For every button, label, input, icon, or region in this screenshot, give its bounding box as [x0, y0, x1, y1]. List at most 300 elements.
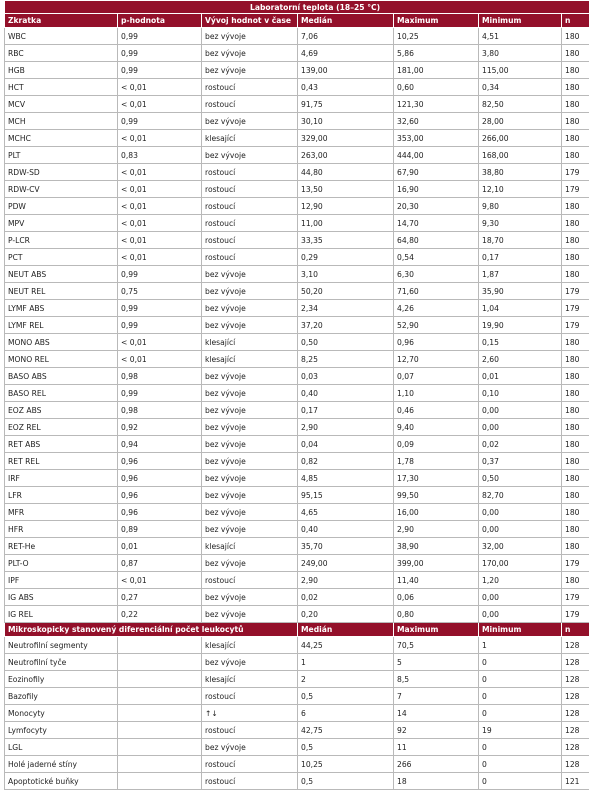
- table-cell: 18: [394, 773, 479, 790]
- table-cell: < 0,01: [118, 96, 202, 113]
- table-cell: rostoucí: [202, 773, 298, 790]
- table-cell: 0,00: [479, 402, 562, 419]
- table-row: [5, 28, 589, 45]
- table-row: [5, 637, 589, 654]
- table-cell: 14: [394, 705, 479, 722]
- table-cell: [118, 739, 202, 756]
- table-cell: 82,50: [479, 96, 562, 113]
- table-cell: HGB: [5, 62, 118, 79]
- table-cell: 0,50: [298, 334, 394, 351]
- table-cell: 50,20: [298, 283, 394, 300]
- table-cell: HCT: [5, 79, 118, 96]
- table-cell: 0,99: [118, 266, 202, 283]
- table-cell: 0,29: [298, 249, 394, 266]
- table-cell: 139,00: [298, 62, 394, 79]
- table-cell: 0,87: [118, 555, 202, 572]
- table-cell: 0,01: [118, 538, 202, 555]
- table-cell: 12,70: [394, 351, 479, 368]
- table-cell: 128: [562, 756, 589, 773]
- table-cell: Lymfocyty: [5, 722, 118, 739]
- table-cell: 91,75: [298, 96, 394, 113]
- column-header: n: [562, 623, 589, 637]
- table-cell: 4,85: [298, 470, 394, 487]
- table-row: [5, 419, 589, 436]
- table-cell: 8,25: [298, 351, 394, 368]
- table-row: [5, 215, 589, 232]
- table-row: [5, 300, 589, 317]
- table-cell: IRF: [5, 470, 118, 487]
- table-row: [5, 266, 589, 283]
- table-row: [5, 385, 589, 402]
- table-cell: 4,51: [479, 28, 562, 45]
- table-cell: 37,20: [298, 317, 394, 334]
- table-cell: PLT-O: [5, 555, 118, 572]
- table-cell: 180: [562, 79, 589, 96]
- table-cell: bez vývoje: [202, 283, 298, 300]
- table-cell: bez vývoje: [202, 606, 298, 623]
- table-cell: 0,02: [298, 589, 394, 606]
- table-cell: NEUT REL: [5, 283, 118, 300]
- table-cell: 1,20: [479, 572, 562, 589]
- table-cell: klesající: [202, 334, 298, 351]
- table-row: [5, 164, 589, 181]
- table-cell: 0,20: [298, 606, 394, 623]
- table-cell: 179: [562, 589, 589, 606]
- table-cell: 0,98: [118, 368, 202, 385]
- table-row: [5, 654, 589, 671]
- table-cell: 180: [562, 45, 589, 62]
- table-cell: 0: [479, 739, 562, 756]
- table-cell: 14,70: [394, 215, 479, 232]
- table-row: [5, 334, 589, 351]
- table-cell: RET REL: [5, 453, 118, 470]
- table-cell: 12,10: [479, 181, 562, 198]
- table-row: [5, 368, 589, 385]
- table-cell: rostoucí: [202, 232, 298, 249]
- table-cell: bez vývoje: [202, 147, 298, 164]
- table-cell: rostoucí: [202, 181, 298, 198]
- table-cell: 0,27: [118, 589, 202, 606]
- table-cell: 0,99: [118, 28, 202, 45]
- table-cell: bez vývoje: [202, 419, 298, 436]
- table-cell: bez vývoje: [202, 368, 298, 385]
- table-cell: 0,46: [394, 402, 479, 419]
- table-cell: 0,22: [118, 606, 202, 623]
- table-cell: 3,10: [298, 266, 394, 283]
- table-cell: 33,35: [298, 232, 394, 249]
- table-cell: IG REL: [5, 606, 118, 623]
- table-cell: MONO REL: [5, 351, 118, 368]
- table-cell: 0,99: [118, 300, 202, 317]
- table-cell: 179: [562, 300, 589, 317]
- table-cell: 180: [562, 232, 589, 249]
- table-cell: 0,03: [298, 368, 394, 385]
- table-cell: PCT: [5, 249, 118, 266]
- table-cell: WBC: [5, 28, 118, 45]
- table-cell: 399,00: [394, 555, 479, 572]
- table-cell: 42,75: [298, 722, 394, 739]
- table-cell: bez vývoje: [202, 555, 298, 572]
- table-cell: NEUT ABS: [5, 266, 118, 283]
- table-cell: 10,25: [394, 28, 479, 45]
- table-cell: 180: [562, 453, 589, 470]
- table-cell: 9,30: [479, 215, 562, 232]
- table-cell: 179: [562, 555, 589, 572]
- column-header: Minimum: [479, 14, 562, 28]
- table-title: Laboratorní teplota (18–25 °C): [5, 1, 589, 14]
- table-cell: [118, 705, 202, 722]
- table-cell: 32,60: [394, 113, 479, 130]
- table-row: [5, 555, 589, 572]
- table-cell: BASO REL: [5, 385, 118, 402]
- table-cell: 1,10: [394, 385, 479, 402]
- table-cell: 115,00: [479, 62, 562, 79]
- table-cell: 16,90: [394, 181, 479, 198]
- table-cell: bez vývoje: [202, 453, 298, 470]
- column-header: Medián: [298, 14, 394, 28]
- table-cell: < 0,01: [118, 215, 202, 232]
- table-row: [5, 773, 589, 790]
- table-cell: 121,30: [394, 96, 479, 113]
- table-cell: RBC: [5, 45, 118, 62]
- table-cell: 170,00: [479, 555, 562, 572]
- table-cell: klesající: [202, 130, 298, 147]
- table-cell: 0,99: [118, 45, 202, 62]
- table-cell: 12,90: [298, 198, 394, 215]
- table-cell: 6: [298, 705, 394, 722]
- table-cell: RDW-CV: [5, 181, 118, 198]
- table-cell: 180: [562, 96, 589, 113]
- table-cell: 70,5: [394, 637, 479, 654]
- table-cell: 180: [562, 198, 589, 215]
- table-cell: 0,15: [479, 334, 562, 351]
- table-row: [5, 317, 589, 334]
- table-cell: 180: [562, 436, 589, 453]
- table-cell: 128: [562, 688, 589, 705]
- table-cell: < 0,01: [118, 249, 202, 266]
- table-cell: rostoucí: [202, 722, 298, 739]
- table-cell: < 0,01: [118, 232, 202, 249]
- table-cell: 180: [562, 419, 589, 436]
- column-header: Maximum: [394, 623, 479, 637]
- table-cell: Eozinofily: [5, 671, 118, 688]
- table-cell: 179: [562, 317, 589, 334]
- table-cell: 35,70: [298, 538, 394, 555]
- table-cell: Neutrofilní tyče: [5, 654, 118, 671]
- table-cell: 0,96: [118, 470, 202, 487]
- table-cell: 0,37: [479, 453, 562, 470]
- table-row: [5, 232, 589, 249]
- table-cell: 180: [562, 368, 589, 385]
- table-cell: LYMF REL: [5, 317, 118, 334]
- table-cell: 11,00: [298, 215, 394, 232]
- table-cell: 3,80: [479, 45, 562, 62]
- column-header: Vývoj hodnot v čase: [202, 14, 298, 28]
- table-cell: 0,98: [118, 402, 202, 419]
- column-header: Minimum: [479, 623, 562, 637]
- section-header: Mikroskopicky stanovený diferenciální počet leukocytů: [5, 623, 298, 637]
- table-row: [5, 249, 589, 266]
- table-cell: 7,06: [298, 28, 394, 45]
- table-cell: rostoucí: [202, 688, 298, 705]
- table-row: [5, 198, 589, 215]
- table-cell: 249,00: [298, 555, 394, 572]
- table-cell: BASO ABS: [5, 368, 118, 385]
- table-cell: 0,50: [479, 470, 562, 487]
- table-cell: LFR: [5, 487, 118, 504]
- table-cell: LGL: [5, 739, 118, 756]
- table-cell: bez vývoje: [202, 62, 298, 79]
- table-cell: 0,06: [394, 589, 479, 606]
- table-cell: 0,17: [479, 249, 562, 266]
- table-cell: 0,09: [394, 436, 479, 453]
- table-row: [5, 96, 589, 113]
- table-cell: 2,60: [479, 351, 562, 368]
- table-cell: 0: [479, 688, 562, 705]
- table-cell: 179: [562, 606, 589, 623]
- table-cell: < 0,01: [118, 130, 202, 147]
- table-cell: 99,50: [394, 487, 479, 504]
- table-cell: 19,90: [479, 317, 562, 334]
- table-cell: 0,99: [118, 385, 202, 402]
- table-cell: 10,25: [298, 756, 394, 773]
- table-cell: 0,40: [298, 521, 394, 538]
- table-cell: 2,90: [394, 521, 479, 538]
- table-cell: 128: [562, 654, 589, 671]
- table-cell: bez vývoje: [202, 113, 298, 130]
- table-cell: 0,96: [118, 487, 202, 504]
- table-cell: LYMF ABS: [5, 300, 118, 317]
- table-cell: RDW-SD: [5, 164, 118, 181]
- table-cell: 180: [562, 215, 589, 232]
- table-cell: 38,90: [394, 538, 479, 555]
- table-row: [5, 739, 589, 756]
- table-cell: 2,90: [298, 572, 394, 589]
- table-cell: [118, 722, 202, 739]
- table-cell: Monocyty: [5, 705, 118, 722]
- table-cell: rostoucí: [202, 96, 298, 113]
- table-cell: 0,00: [479, 606, 562, 623]
- table-cell: 0,82: [298, 453, 394, 470]
- table-cell: klesající: [202, 671, 298, 688]
- table-cell: 0,07: [394, 368, 479, 385]
- table-cell: Bazofily: [5, 688, 118, 705]
- table-cell: 28,00: [479, 113, 562, 130]
- table-cell: [118, 688, 202, 705]
- table-cell: 180: [562, 504, 589, 521]
- table-cell: < 0,01: [118, 181, 202, 198]
- table-cell: 11: [394, 739, 479, 756]
- table-cell: [118, 654, 202, 671]
- table-cell: bez vývoje: [202, 654, 298, 671]
- table-cell: RET ABS: [5, 436, 118, 453]
- table-cell: 128: [562, 671, 589, 688]
- table-cell: 9,40: [394, 419, 479, 436]
- table-cell: 11,40: [394, 572, 479, 589]
- table-cell: 52,90: [394, 317, 479, 334]
- table-cell: rostoucí: [202, 756, 298, 773]
- table-cell: 38,80: [479, 164, 562, 181]
- table-cell: 179: [562, 283, 589, 300]
- table-cell: 0,04: [298, 436, 394, 453]
- table-cell: 0,5: [298, 739, 394, 756]
- table-cell: P-LCR: [5, 232, 118, 249]
- table-cell: < 0,01: [118, 164, 202, 181]
- table-cell: < 0,01: [118, 334, 202, 351]
- table-cell: 20,30: [394, 198, 479, 215]
- table-row: [5, 521, 589, 538]
- table-cell: 180: [562, 521, 589, 538]
- table-cell: bez vývoje: [202, 266, 298, 283]
- table-cell: 2,34: [298, 300, 394, 317]
- table-cell: 128: [562, 739, 589, 756]
- table-cell: 0,00: [479, 589, 562, 606]
- table-cell: MCH: [5, 113, 118, 130]
- table-cell: 1: [479, 637, 562, 654]
- table-cell: MCV: [5, 96, 118, 113]
- table-row: [5, 79, 589, 96]
- table-cell: 128: [562, 637, 589, 654]
- table-cell: 121: [562, 773, 589, 790]
- table-row: [5, 181, 589, 198]
- table-cell: 0,00: [479, 504, 562, 521]
- table-cell: EOZ ABS: [5, 402, 118, 419]
- table-cell: 2: [298, 671, 394, 688]
- table-cell: 5,86: [394, 45, 479, 62]
- table-cell: Apoptotické buňky: [5, 773, 118, 790]
- table-cell: 0,5: [298, 688, 394, 705]
- table-cell: 95,15: [298, 487, 394, 504]
- table-cell: 1,87: [479, 266, 562, 283]
- table-cell: RET-He: [5, 538, 118, 555]
- table-cell: bez vývoje: [202, 470, 298, 487]
- table-cell: 0,10: [479, 385, 562, 402]
- table-row: [5, 62, 589, 79]
- table-cell: Neutrofilní segmenty: [5, 637, 118, 654]
- table-cell: 180: [562, 470, 589, 487]
- table-cell: 0,00: [479, 419, 562, 436]
- table-cell: 266,00: [479, 130, 562, 147]
- table-cell: < 0,01: [118, 198, 202, 215]
- table-cell: 0,99: [118, 317, 202, 334]
- table-cell: 4,69: [298, 45, 394, 62]
- table-cell: IPF: [5, 572, 118, 589]
- table-cell: 18,70: [479, 232, 562, 249]
- table-row: [5, 283, 589, 300]
- table-cell: 7: [394, 688, 479, 705]
- table-cell: 128: [562, 705, 589, 722]
- table-cell: 168,00: [479, 147, 562, 164]
- table-cell: 2,90: [298, 419, 394, 436]
- table-cell: bez vývoje: [202, 739, 298, 756]
- table-cell: bez vývoje: [202, 300, 298, 317]
- table-cell: 444,00: [394, 147, 479, 164]
- table-cell: rostoucí: [202, 572, 298, 589]
- table-cell: 0,94: [118, 436, 202, 453]
- table-row: [5, 589, 589, 606]
- table-cell: 19: [479, 722, 562, 739]
- table-row: [5, 130, 589, 147]
- table-cell: bez vývoje: [202, 45, 298, 62]
- table-cell: MONO ABS: [5, 334, 118, 351]
- table-cell: 0,89: [118, 521, 202, 538]
- table-cell: ↑↓: [202, 705, 298, 722]
- table-row: [5, 606, 589, 623]
- table-cell: 92: [394, 722, 479, 739]
- table-cell: 0: [479, 773, 562, 790]
- table-cell: [118, 637, 202, 654]
- table-row: [5, 671, 589, 688]
- table-cell: bez vývoje: [202, 385, 298, 402]
- table-cell: 0,96: [118, 453, 202, 470]
- table-cell: 30,10: [298, 113, 394, 130]
- table-cell: rostoucí: [202, 198, 298, 215]
- table-cell: 8,5: [394, 671, 479, 688]
- table-cell: 353,00: [394, 130, 479, 147]
- table-row: [5, 756, 589, 773]
- table-cell: [118, 671, 202, 688]
- table-cell: 0,83: [118, 147, 202, 164]
- table-cell: 44,80: [298, 164, 394, 181]
- column-header: n: [562, 14, 589, 28]
- table-cell: klesající: [202, 637, 298, 654]
- table-cell: bez vývoje: [202, 521, 298, 538]
- table-cell: 4,65: [298, 504, 394, 521]
- table-cell: 0,96: [118, 504, 202, 521]
- table-cell: 16,00: [394, 504, 479, 521]
- table-cell: klesající: [202, 538, 298, 555]
- table-cell: bez vývoje: [202, 402, 298, 419]
- table-cell: rostoucí: [202, 164, 298, 181]
- table-cell: bez vývoje: [202, 504, 298, 521]
- table-cell: 180: [562, 538, 589, 555]
- table-cell: IG ABS: [5, 589, 118, 606]
- table-cell: 4,26: [394, 300, 479, 317]
- table-cell: < 0,01: [118, 351, 202, 368]
- table-cell: 0,54: [394, 249, 479, 266]
- table-cell: 180: [562, 130, 589, 147]
- table-cell: 0,02: [479, 436, 562, 453]
- lab-temperature-rows: [5, 28, 589, 623]
- table-cell: 0,40: [298, 385, 394, 402]
- table-cell: 0,99: [118, 113, 202, 130]
- table-row: [5, 453, 589, 470]
- table-cell: 0: [479, 654, 562, 671]
- table-cell: 32,00: [479, 538, 562, 555]
- table-row: [5, 538, 589, 555]
- table-cell: 0: [479, 671, 562, 688]
- table-cell: 266: [394, 756, 479, 773]
- table-cell: bez vývoje: [202, 487, 298, 504]
- table-cell: rostoucí: [202, 79, 298, 96]
- differential-count-rows: [5, 637, 589, 790]
- table-cell: bez vývoje: [202, 589, 298, 606]
- table-cell: [118, 773, 202, 790]
- table-cell: 0,75: [118, 283, 202, 300]
- table-cell: 329,00: [298, 130, 394, 147]
- table-cell: 9,80: [479, 198, 562, 215]
- table-row: [5, 722, 589, 739]
- table-cell: 180: [562, 487, 589, 504]
- table-cell: 180: [562, 385, 589, 402]
- table-cell: 0: [479, 756, 562, 773]
- table-cell: MCHC: [5, 130, 118, 147]
- column-header: Medián: [298, 623, 394, 637]
- table-cell: 0,80: [394, 606, 479, 623]
- table-row: [5, 351, 589, 368]
- table-cell: 0,00: [479, 521, 562, 538]
- table-cell: 1,04: [479, 300, 562, 317]
